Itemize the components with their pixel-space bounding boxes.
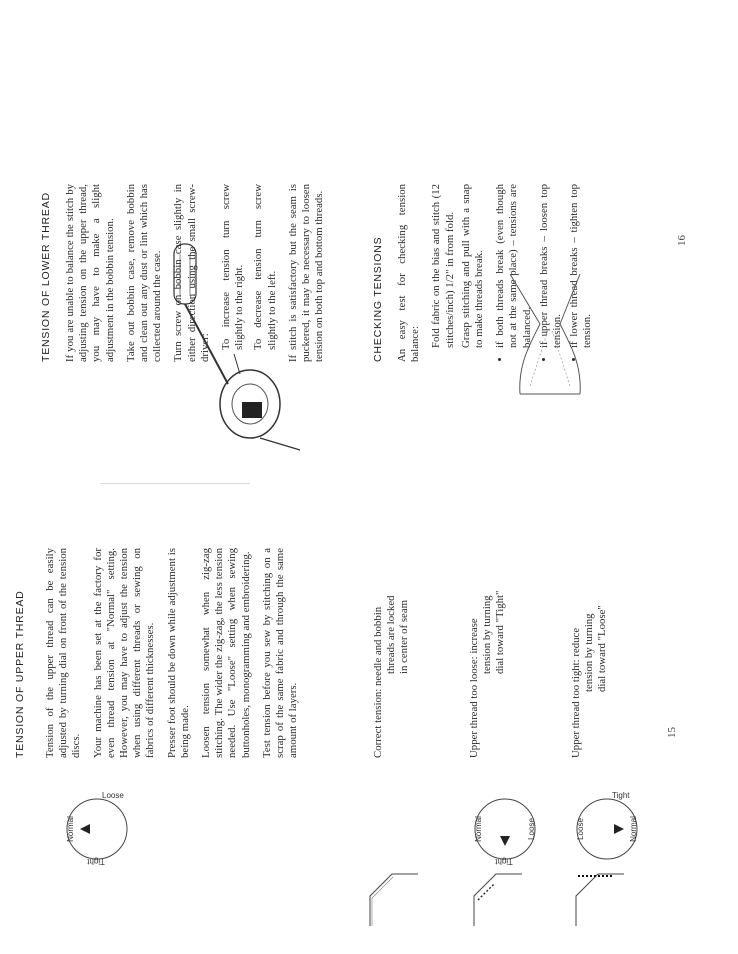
- paragraph: An easy test for checking tension balance:: [396, 184, 422, 362]
- paragraph: Tension of the upper thread can be easily adjusted by turning dial on front of the tension discs.: [44, 548, 83, 758]
- page-number-right: 16: [676, 235, 688, 246]
- paragraph: Turn screw on bobbin case slightly in either direction using the small screw-driver:: [172, 184, 211, 362]
- paragraph: Fold fabric on the bias and stitch (12 stitches/inch) 1/2" in from fold.: [430, 184, 456, 348]
- caption-line: Correct tension: needle and bobbin: [372, 606, 384, 758]
- caption-line: Upper thread too loose: increase: [468, 618, 480, 758]
- caption-line: dial toward "Tight": [494, 590, 506, 674]
- list-item: • if both threads break (even though not at the same place) – tensions are balanced.: [494, 184, 534, 348]
- paragraph: Your machine has been set at the factory for even thread tension at "Normal" setting. However, you may have to adjust the tension when using different threads or sewing on fabrics of different thicknesses.: [91, 548, 157, 758]
- dial-label: Tight: [495, 857, 513, 866]
- caption-too-tight: [570, 518, 609, 758]
- stitch-too-loose-diagram: [464, 866, 534, 936]
- stitch-too-tight-diagram: [566, 866, 636, 936]
- step-detail: turn screw slightly to the right.: [220, 184, 246, 350]
- bias-fabric-diagram: [500, 264, 590, 414]
- list-item: • if lower thread breaks – tighten top tension.: [568, 184, 594, 348]
- dial-label: Loose: [102, 791, 124, 800]
- tension-dial-normal-icon: [62, 791, 132, 866]
- tension-dial-loose-icon: [572, 791, 642, 864]
- dial-label: Loose: [576, 818, 585, 840]
- step-action: To increase tension: [220, 249, 233, 350]
- caption-line: threads are locked: [385, 595, 397, 674]
- paragraph: If stitch is satisfactory but the seam is puckered, it may be necessary to loosen tension on both top and bottom threads.: [286, 184, 326, 362]
- caption-correct-tension: [372, 518, 411, 758]
- page-fold-line: [100, 483, 250, 484]
- dial-label: Tight: [612, 791, 630, 800]
- dial-label: Loose: [527, 818, 536, 840]
- caption-too-loose: [468, 518, 507, 758]
- dial-label: Normal: [474, 816, 483, 842]
- paragraph: Test tension before you sew by stitching on a scrap of the same fabric and through the same amount of layers.: [260, 548, 300, 758]
- step-detail: turn screw slightly to the left.: [252, 184, 278, 350]
- caption-line: tension by turning: [583, 613, 595, 692]
- dial-label: Tight: [87, 857, 105, 866]
- paragraph: Grasp stitching and pull with a snap to make threads break.: [459, 184, 486, 348]
- paragraph: Loosen tension somewhat when zig-zag stitching. The wider the zig-zag, the less tension needed. Use "Loose" setting when sewing buttonholes, monogramming and embroidering.: [200, 548, 252, 758]
- checking-tensions-heading: CHECKING TENSIONS: [372, 236, 384, 362]
- lower-thread-heading: TENSION OF LOWER THREAD: [40, 192, 52, 362]
- caption-line: Upper thread too tight: reduce: [570, 627, 582, 758]
- step-action: To decrease tension: [252, 248, 265, 350]
- tension-dial-tight-icon: [470, 794, 540, 864]
- list-item: • if upper thread breaks – loosen top tension.: [538, 184, 564, 348]
- page-number-left: 15: [666, 727, 678, 738]
- paragraph: Take out bobbin case, remove bobbin and clean out any dust or lint which has collected around the case.: [124, 184, 164, 362]
- paragraph: If you are unable to balance the stitch by adjusting tension on the upper thread, you may have to make a slight adjustment in the bobbin tension.: [64, 184, 116, 362]
- upper-thread-body: [44, 548, 308, 758]
- screwdriver-bobbin-icon: [150, 234, 320, 454]
- upper-thread-heading: TENSION OF UPPER THREAD: [14, 590, 26, 758]
- paragraph: Presser foot should be down while adjustment is being made.: [165, 548, 191, 758]
- stitch-correct-diagram: [360, 866, 430, 936]
- caption-line: dial toward "Loose": [596, 605, 608, 692]
- caption-line: in center of seam: [398, 599, 410, 674]
- dial-label: Normal: [66, 816, 75, 842]
- caption-line: tension by turning: [481, 595, 493, 674]
- dial-label: Normal: [629, 816, 638, 842]
